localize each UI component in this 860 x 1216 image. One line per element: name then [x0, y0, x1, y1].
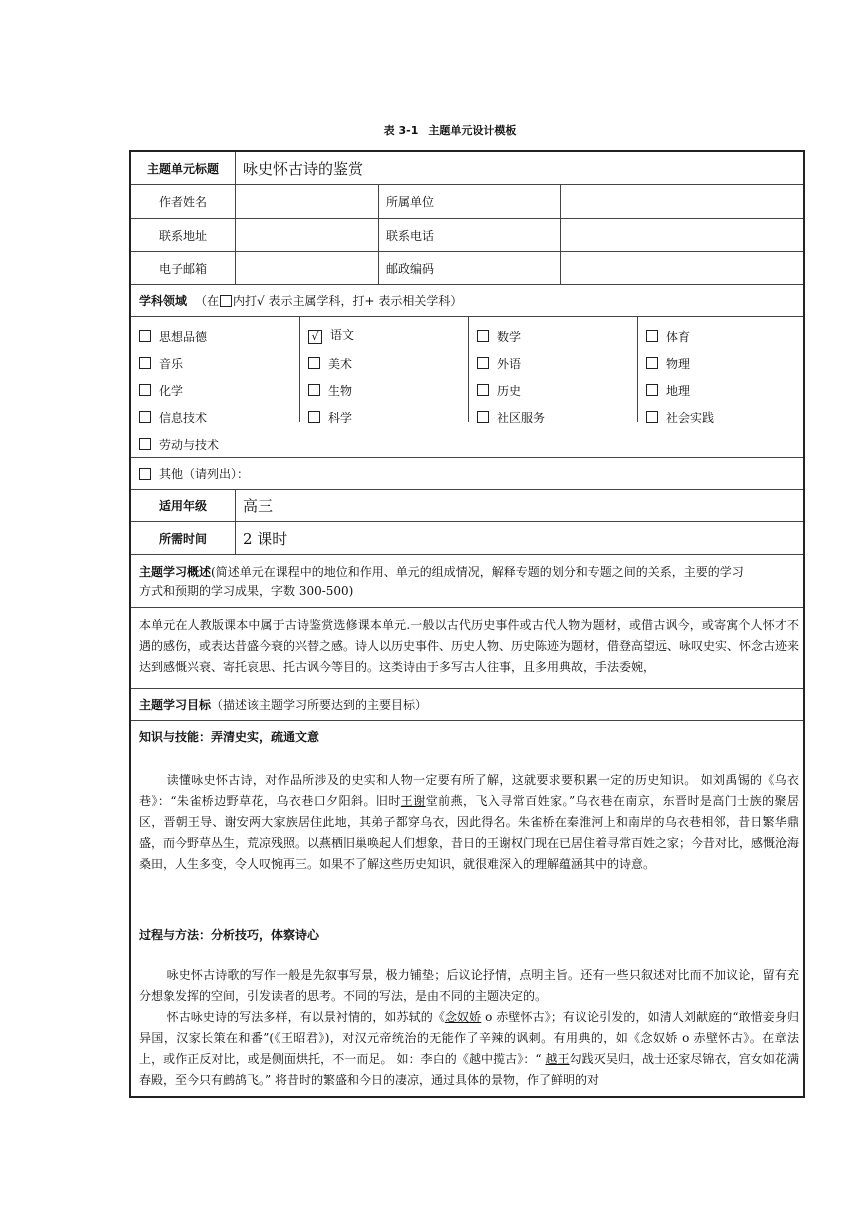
- subject-geography[interactable]: 地理: [646, 382, 690, 399]
- grade-value[interactable]: 高三: [243, 497, 274, 515]
- checkbox-icon[interactable]: [477, 384, 489, 396]
- goals-desc: （描述该主题学习所要达到的主要目标）: [211, 698, 428, 712]
- checkbox-checked-icon[interactable]: √: [308, 330, 322, 344]
- checkbox-sample-icon: [220, 295, 232, 307]
- checkbox-icon[interactable]: [139, 438, 151, 450]
- goal-paragraph-process: 咏史怀古诗歌的写作一般是先叙事写景，极力铺垫；后议论抒情，点明主旨。还有一些只叙述对比而不加议论，留有充分想象发挥的空间，引发读者的思考。不同的写法，是由不同的主题决定的。: [139, 968, 799, 1003]
- unit-org-value[interactable]: [560, 185, 803, 218]
- row-overview-content: [131, 607, 803, 688]
- phone-label: 联系电话: [386, 228, 435, 243]
- subject-music[interactable]: 音乐: [139, 355, 183, 372]
- goals-title: 主题学习目标: [139, 698, 212, 712]
- checkbox-icon[interactable]: [139, 384, 151, 396]
- row-subject-grid: [131, 316, 803, 457]
- overview-desc-line2: 方式和预期的学习成果，字数 300-500): [139, 584, 354, 598]
- goal-paragraph-methods: 怀古咏史诗的写法多样，有以景衬情的，如苏轼的《念奴娇 o 赤壁怀古》；有议论引发的，如清人刘献庭的“敢惜妾身归异国，汉家长策在和番”(《王昭君》)，对汉元帝统治的无能作了辛辣的讽刺。有用典的，如《念奴娇 o 赤壁怀古》。在章法上，或作正反对比，或是侧面烘托，不一而足。 如：李白的《越中揽古》：“ 越王勾践灭吴归，战士还家尽锦衣，宫女如花满春殿，至今只有鹧鸪飞。” 将昔时的繁盛和今日的凄凉，通过具体的景物，作了鲜明的对: [139, 1010, 799, 1087]
- row-author: [131, 184, 803, 218]
- overview-desc-line1: (简述单元在课程中的地位和作用、单元的组成情况，解释专题的划分和专题之间的关系，主要的学习: [211, 565, 744, 579]
- subject-it[interactable]: 信息技术: [139, 409, 207, 426]
- row-address: [131, 218, 803, 251]
- subject-hint-prefix: （在: [195, 294, 220, 308]
- subject-social-practice[interactable]: 社会实践: [646, 409, 714, 426]
- subject-pe[interactable]: 体育: [646, 328, 690, 345]
- checkbox-icon[interactable]: [308, 357, 320, 369]
- row-grade: [131, 489, 803, 521]
- row-goals-content: [131, 720, 803, 1098]
- goal-heading-knowledge: 知识与技能：弄清史实，疏通文意: [139, 730, 320, 744]
- unit-title-value[interactable]: 咏史怀古诗的鉴赏: [243, 159, 364, 178]
- time-label: 所需时间: [158, 531, 207, 546]
- goal-heading-process: 过程与方法：分析技巧，体察诗心: [139, 928, 320, 942]
- grade-label: 适用年级: [158, 499, 207, 513]
- row-time: [131, 521, 803, 554]
- subject-hint-suffix: 内打√ 表示主属学科，打+ 表示相关学科）: [233, 294, 463, 308]
- row-email: [131, 251, 803, 284]
- address-label: 联系地址: [158, 228, 207, 243]
- subject-other-label: 其他（请列出）：: [159, 467, 250, 481]
- postcode-label: 邮政编码: [386, 261, 435, 276]
- row-subject-header: [131, 284, 803, 316]
- subject-area-header: [131, 285, 803, 316]
- checkbox-icon[interactable]: [308, 411, 320, 423]
- table-title: 主题单元设计模板: [428, 124, 517, 137]
- checkbox-icon[interactable]: [646, 357, 658, 369]
- subject-other[interactable]: [131, 458, 803, 489]
- subject-chinese[interactable]: √ 语文: [308, 326, 354, 344]
- row-goals-header: [131, 688, 803, 720]
- subject-area-title: 学科领域: [139, 294, 188, 308]
- checkbox-icon[interactable]: [139, 357, 151, 369]
- subject-math[interactable]: 数学: [477, 328, 521, 345]
- overview-content: 本单元在人教版课本中属于古诗鉴赏选修课本单元.一般以古代历史事件或古代人物为题材，或借古讽今，或寄寓个人怀才不遇的感伤，或表达昔盛今衰的兴替之感。诗人以历史事件、历史人物、历史陈迹为题材，借登高望远、咏叹史实、怀念古迹来达到感慨兴衰、寄托哀思、托古讽今等目的。这类诗由于多写古人往事，且多用典故，手法委婉，: [139, 618, 800, 674]
- subject-labor[interactable]: 劳动与技术: [139, 436, 219, 453]
- goals-header: [131, 689, 803, 720]
- subject-science[interactable]: 科学: [308, 409, 352, 426]
- table-caption: [0, 122, 860, 138]
- subject-moral[interactable]: 思想品德: [139, 328, 207, 345]
- subject-art[interactable]: 美术: [308, 355, 352, 372]
- unit-design-table: [129, 150, 805, 1098]
- subject-biology[interactable]: 生物: [308, 382, 352, 399]
- checkbox-icon[interactable]: [646, 384, 658, 396]
- checkbox-icon[interactable]: [139, 330, 151, 342]
- subject-physics[interactable]: 物理: [646, 355, 690, 372]
- unit-title-label: 主题单元标题: [146, 161, 219, 176]
- row-other: [131, 457, 803, 489]
- checkbox-icon[interactable]: [139, 411, 151, 423]
- overview-title: 主题学习概述: [139, 565, 212, 579]
- row-unit-title: [131, 152, 803, 184]
- email-label: 电子邮箱: [158, 261, 207, 276]
- author-value[interactable]: [235, 185, 378, 218]
- checkbox-icon[interactable]: [477, 330, 489, 342]
- subject-foreign-language[interactable]: 外语: [477, 355, 521, 372]
- address-value[interactable]: [235, 219, 378, 251]
- unit-org-label: 所属单位: [386, 195, 435, 209]
- checkbox-icon[interactable]: [477, 411, 489, 423]
- subject-history[interactable]: 历史: [477, 382, 521, 399]
- time-value[interactable]: 2 课时: [243, 529, 288, 548]
- author-label: 作者姓名: [158, 195, 207, 209]
- postcode-value[interactable]: [560, 252, 803, 284]
- subject-community[interactable]: 社区服务: [477, 409, 545, 426]
- checkbox-icon[interactable]: [646, 330, 658, 342]
- subject-chemistry[interactable]: 化学: [139, 382, 183, 399]
- goal-paragraph-knowledge: 读懂咏史怀古诗，对作品所涉及的史实和人物一定要有所了解，这就要求要积累一定的历史知识。 如刘禹锡的《乌衣巷》：“朱雀桥边野草花，乌衣巷口夕阳斜。旧时王谢堂前燕，飞入寻常百姓家。”乌衣巷在南京，东晋时是高门士族的聚居区，晋朝王导、谢安两大家族居住此地，其弟子都穿乌衣，因此得名。朱雀桥在秦淮河上和南岸的乌衣巷相邻，昔日繁华鼎盛，而今野草丛生，荒凉残照。以燕栖旧巢唤起人们想象，昔日的王谢权门现在已居住着寻常百姓之家；今昔对比，感慨沧海桑田，人生多变，令人叹惋再三。如果不了解这些历史知识，就很难深入的理解蕴涵其中的诗意。: [139, 773, 800, 871]
- checkbox-icon[interactable]: [308, 384, 320, 396]
- overview-header: [139, 563, 799, 601]
- table-number: 表 3-1: [383, 124, 419, 137]
- checkbox-icon[interactable]: [139, 468, 151, 480]
- email-value[interactable]: [235, 252, 378, 284]
- phone-value[interactable]: [560, 219, 803, 251]
- row-overview-header: [131, 554, 803, 607]
- checkbox-icon[interactable]: [646, 411, 658, 423]
- checkbox-icon[interactable]: [477, 357, 489, 369]
